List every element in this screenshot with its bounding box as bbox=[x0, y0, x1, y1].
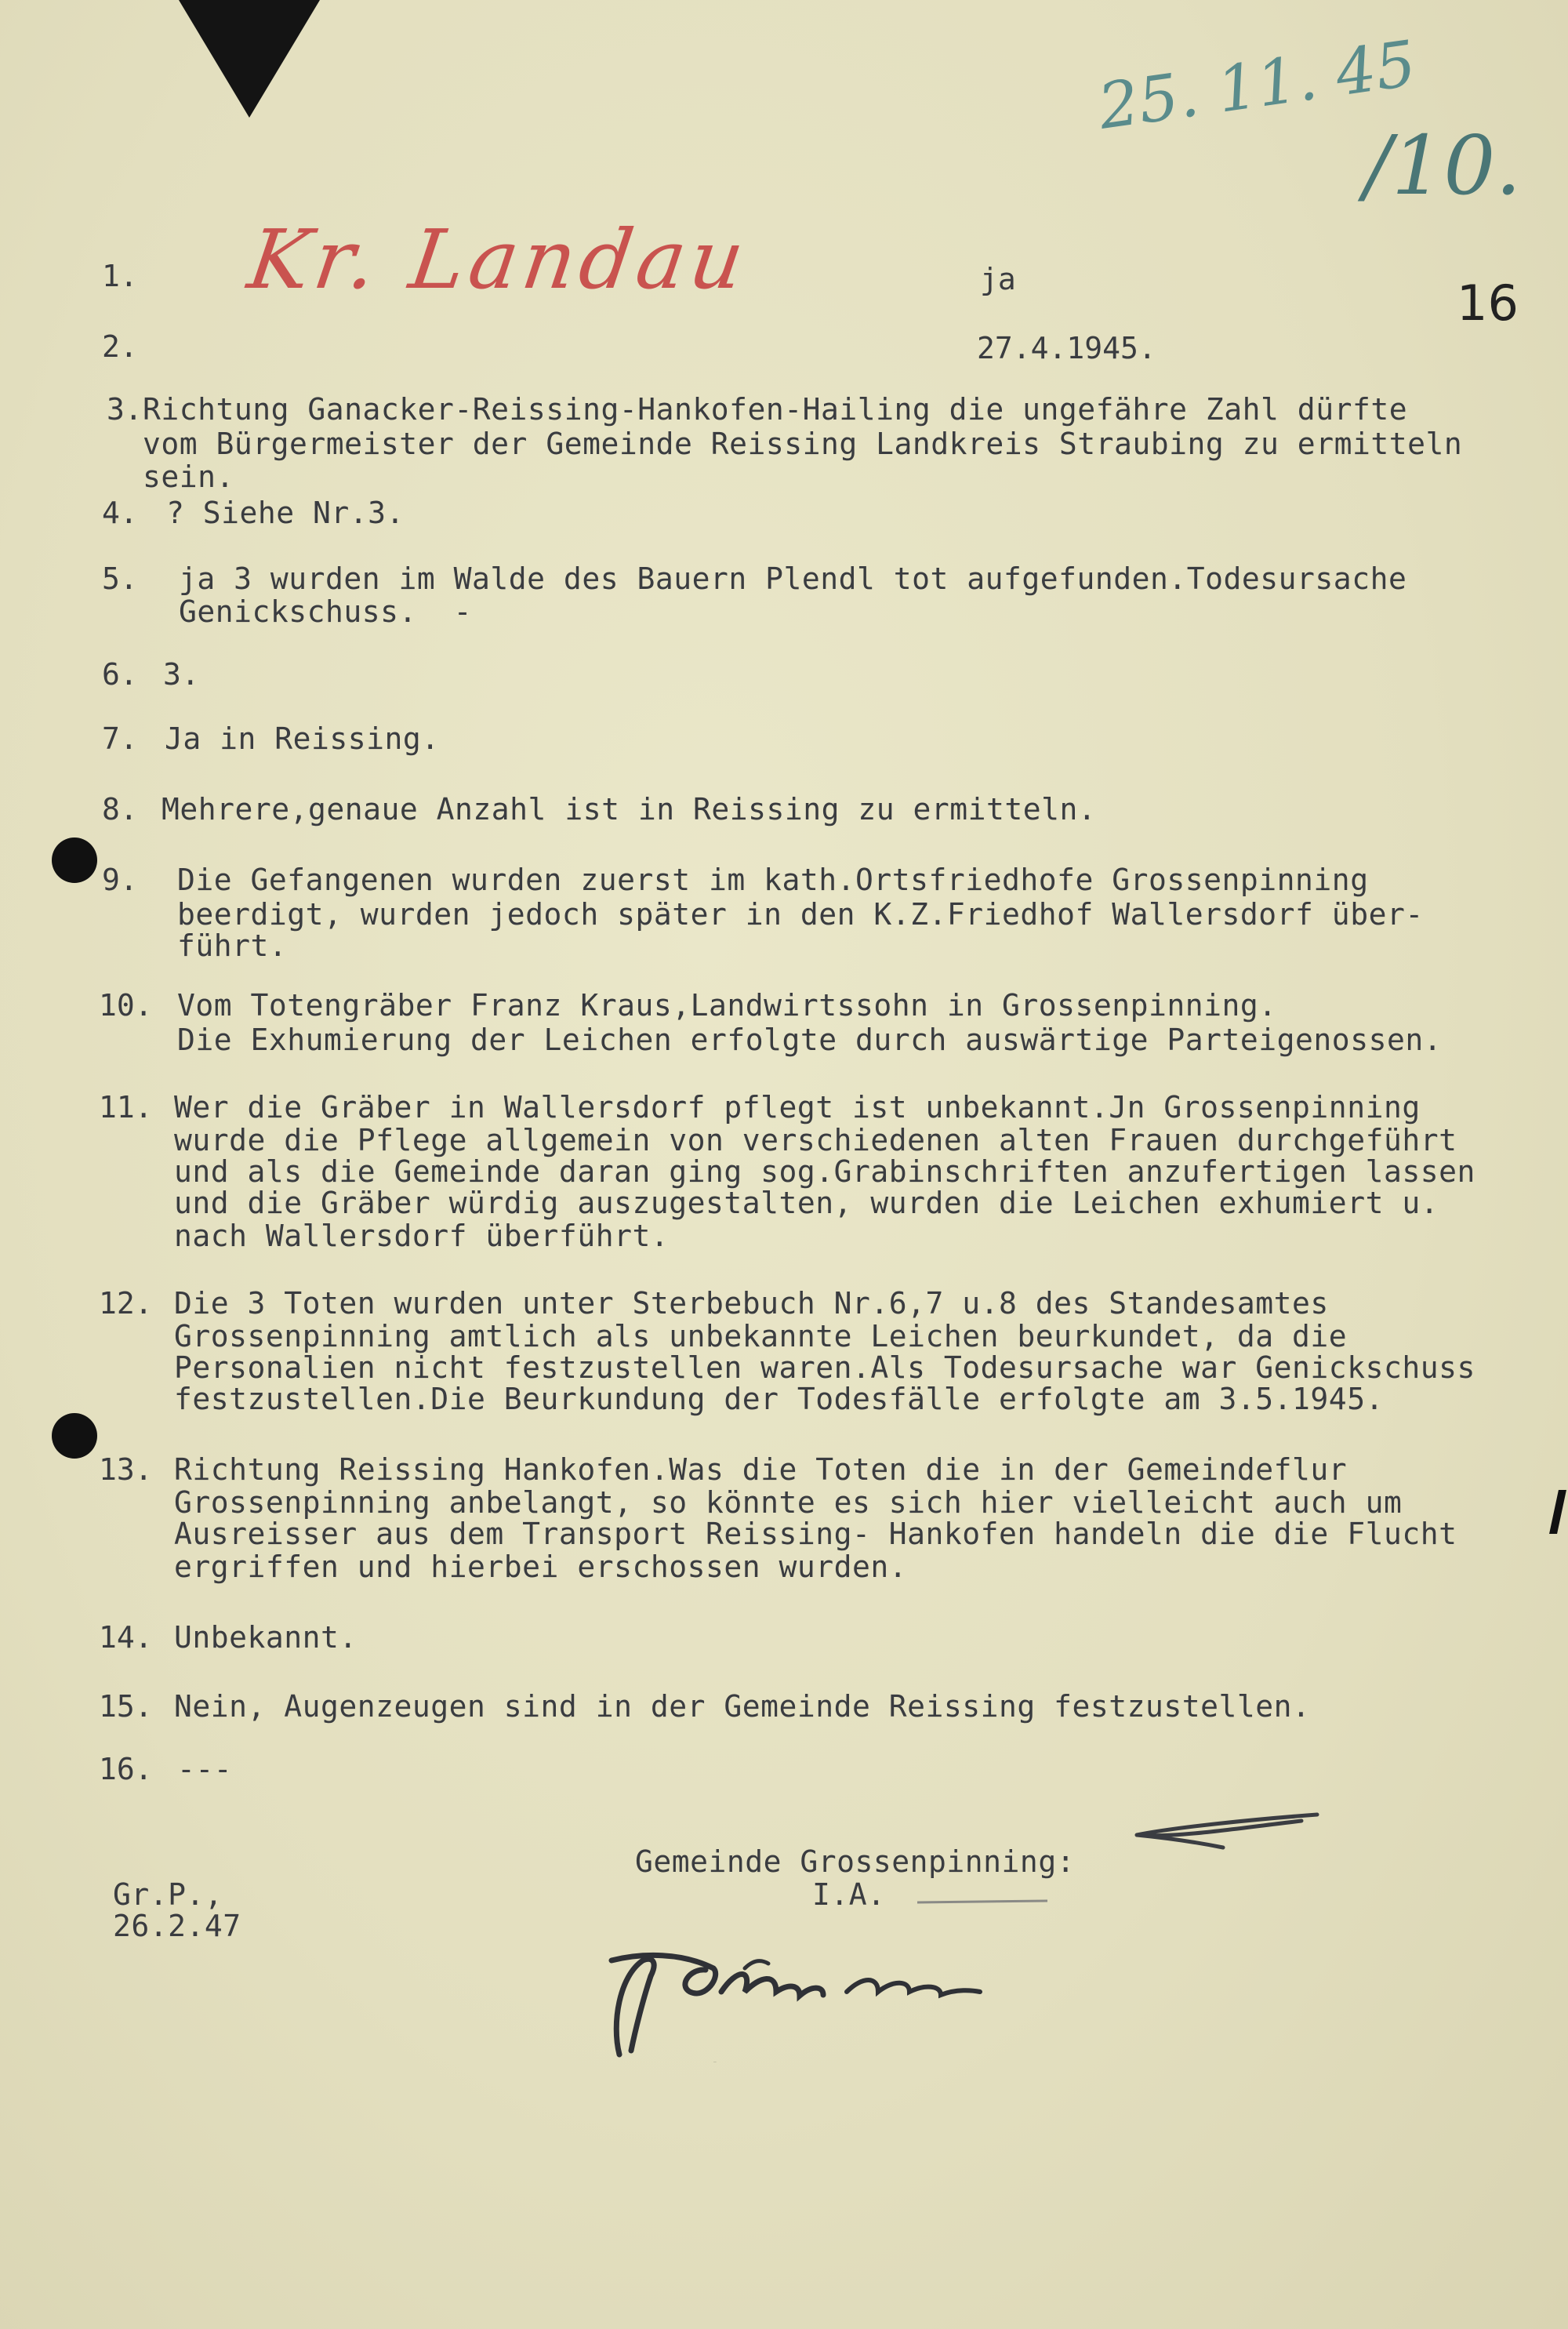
item-11-line-5: nach Wallersdorf überführt. bbox=[174, 1219, 670, 1253]
item-13-line-3: Ausreisser aus dem Transport Reissing- Hankofen handeln die die Flucht bbox=[174, 1517, 1457, 1551]
item-1-text: ja bbox=[980, 262, 1016, 296]
item-11-line-1: Wer die Gräber in Wallersdorf pflegt ist unbekannt.Jn Grossenpinning bbox=[174, 1090, 1421, 1125]
folio-number: /10. bbox=[1364, 118, 1522, 213]
item-12-line-4: festzustellen.Die Beurkundung der Todesfälle erfolgte am 3.5.1945. bbox=[174, 1382, 1384, 1416]
item-number-10: 10. bbox=[99, 988, 153, 1023]
item-10-line-1: Vom Totengräber Franz Kraus,Landwirtssohn in Grossenpinning. bbox=[177, 988, 1277, 1023]
item-number-12: 12. bbox=[99, 1286, 153, 1321]
item-10-line-2: Die Exhumierung der Leichen erfolgte durch auswärtige Parteigenossen. bbox=[177, 1023, 1443, 1057]
item-number-16: 16. bbox=[99, 1752, 153, 1786]
item-12-line-3: Personalien nicht festzustellen waren.Als Todesursache war Genickschuss bbox=[174, 1350, 1475, 1385]
edge-mark-right bbox=[1549, 1490, 1566, 1534]
signature-ia: I.A. bbox=[812, 1877, 886, 1912]
item-number-3: 3. bbox=[107, 392, 143, 427]
punch-hole-upper bbox=[52, 837, 97, 883]
item-2-text: 27.4.1945. bbox=[977, 331, 1156, 365]
item-3-line-2: vom Bürgermeister der Gemeinde Reissing Landkreis Straubing zu ermitteln bbox=[143, 427, 1463, 461]
item-11-line-4: und die Gräber würdig auszugestalten, wurden die Leichen exhumiert u. bbox=[174, 1186, 1439, 1220]
signature-text: Johann bbox=[713, 2062, 717, 2063]
item-5-line-2: Genickschuss. - bbox=[179, 594, 473, 629]
dash-mark bbox=[914, 1893, 1055, 1909]
item-14-line-1: Unbekannt. bbox=[174, 1620, 358, 1655]
item-number-14: 14. bbox=[99, 1620, 153, 1655]
handwritten-signature bbox=[588, 1913, 996, 2070]
page-number: 16 bbox=[1457, 274, 1519, 332]
item-6-line-1: 3. bbox=[163, 657, 200, 692]
item-11-line-3: und als die Gemeinde daran ging sog.Grabinschriften anzufertigen lassen bbox=[174, 1154, 1475, 1189]
item-number-9: 9. bbox=[102, 863, 138, 897]
item-3-line-1: Richtung Ganacker-Reissing-Hankofen-Hailing die ungefähre Zahl dürfte bbox=[143, 392, 1408, 427]
item-4-line-1: ? Siehe Nr.3. bbox=[166, 496, 405, 530]
item-13-line-2: Grossenpinning anbelangt, so könnte es sich hier vielleicht auch um bbox=[174, 1485, 1403, 1520]
item-number-6: 6. bbox=[102, 657, 138, 692]
item-16-line-1: --- bbox=[177, 1752, 233, 1786]
item-number-8: 8. bbox=[102, 792, 138, 827]
item-13-line-1: Richtung Reissing Hankofen.Was die Toten die in der Gemeindeflur bbox=[174, 1452, 1348, 1487]
item-number-1: 1. bbox=[102, 259, 138, 293]
item-number-13: 13. bbox=[99, 1452, 153, 1487]
item-5-line-1: ja 3 wurden im Walde des Bauern Plendl tot aufgefunden.Todesursache bbox=[179, 561, 1407, 596]
item-13-line-4: ergriffen und hierbei erschossen wurden. bbox=[174, 1550, 908, 1584]
item-9-line-2: beerdigt, wurden jedoch später in den K.Z.Friedhof Wallersdorf über- bbox=[177, 897, 1424, 932]
item-number-2: 2. bbox=[102, 329, 138, 364]
arrow-mark bbox=[1129, 1804, 1333, 1866]
item-number-5: 5. bbox=[102, 561, 138, 596]
place-abbrev: Gr.P., bbox=[113, 1877, 223, 1912]
item-number-7: 7. bbox=[102, 721, 138, 756]
item-12-line-1: Die 3 Toten wurden unter Sterbebuch Nr.6,7 u.8 des Standesamtes bbox=[174, 1286, 1329, 1321]
item-number-15: 15. bbox=[99, 1689, 153, 1724]
top-annotation: 25. 11. 45 bbox=[1094, 27, 1421, 144]
item-12-line-2: Grossenpinning amtlich als unbekannte Leichen beurkundet, da die bbox=[174, 1319, 1348, 1353]
item-15-line-1: Nein, Augenzeugen sind in der Gemeinde Reissing festzustellen. bbox=[174, 1689, 1311, 1724]
item-3-line-3: sein. bbox=[143, 460, 234, 494]
item-9-line-3: führt. bbox=[177, 928, 288, 963]
item-8-line-1: Mehrere,genaue Anzahl ist in Reissing zu ermitteln. bbox=[162, 792, 1097, 827]
torn-corner-mark bbox=[179, 0, 320, 118]
item-number-4: 4. bbox=[102, 496, 138, 530]
punch-hole-lower bbox=[52, 1413, 97, 1459]
district-note: Kr. Landau bbox=[242, 212, 755, 307]
item-7-line-1: Ja in Reissing. bbox=[165, 721, 440, 756]
place-date: 26.2.47 bbox=[113, 1909, 241, 1943]
signature-municipality: Gemeinde Grossenpinning: bbox=[635, 1844, 1076, 1879]
item-11-line-2: wurde die Pflege allgemein von verschiedenen alten Frauen durchgeführt bbox=[174, 1123, 1457, 1157]
item-number-11: 11. bbox=[99, 1090, 153, 1125]
item-9-line-1: Die Gefangenen wurden zuerst im kath.Ortsfriedhofe Grossenpinning bbox=[177, 863, 1369, 897]
